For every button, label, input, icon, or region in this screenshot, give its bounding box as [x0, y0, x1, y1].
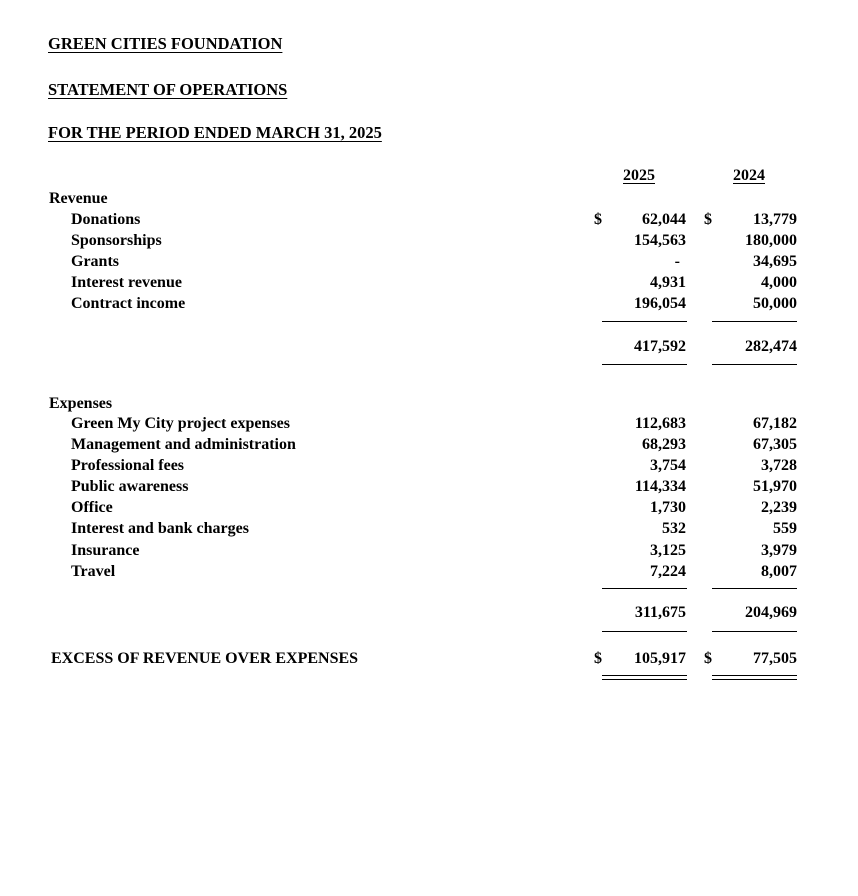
expense-row-2024: 3,728	[761, 457, 797, 474]
subtotal-rule	[602, 588, 687, 589]
expenses-heading: Expenses	[49, 395, 113, 412]
revenue-row-2024: 50,000	[753, 295, 797, 312]
currency-symbol: $	[704, 650, 712, 667]
expenses-total-2024: 204,969	[745, 604, 797, 621]
expense-row-2025: 3,754	[650, 457, 686, 474]
revenue-row-2025: 4,931	[650, 274, 686, 291]
revenue-row-2025: -	[674, 253, 680, 270]
total-rule	[602, 364, 687, 365]
revenue-row-2024: 13,779	[753, 211, 797, 228]
revenue-row-label: Sponsorships	[71, 232, 162, 249]
expense-row-label: Professional fees	[71, 457, 185, 474]
revenue-row-2025: 62,044	[642, 211, 686, 228]
excess-2024: 77,505	[753, 650, 797, 667]
expense-row-2025: 7,224	[650, 563, 686, 580]
revenue-row-label: Grants	[71, 253, 119, 270]
excess-label: EXCESS OF REVENUE OVER EXPENSES	[51, 650, 359, 667]
total-rule	[712, 364, 797, 365]
expense-row-2024: 3,979	[761, 542, 797, 559]
subtotal-rule	[602, 321, 687, 322]
expenses-total-2025: 311,675	[634, 604, 686, 621]
expense-row-2024: 2,239	[761, 499, 797, 516]
revenue-heading: Revenue	[49, 190, 108, 207]
expense-row-2024: 8,007	[761, 563, 797, 580]
expense-row-label: Interest and bank charges	[71, 520, 249, 537]
expense-row-label: Travel	[71, 563, 116, 580]
revenue-row-2024: 4,000	[761, 274, 797, 291]
organization-title: GREEN CITIES FOUNDATION	[48, 34, 283, 53]
expense-row-label: Office	[71, 499, 113, 516]
revenue-row-2024: 34,695	[753, 253, 797, 270]
revenue-row-label: Donations	[71, 211, 141, 228]
expense-row-2024: 51,970	[753, 478, 797, 495]
currency-symbol: $	[704, 211, 712, 228]
column-header-2024: 2024	[733, 167, 765, 184]
expense-row-2024: 559	[773, 520, 797, 537]
revenue-total-2024: 282,474	[745, 338, 797, 355]
subtotal-rule	[712, 588, 797, 589]
total-rule	[602, 631, 687, 632]
double-underline	[602, 675, 687, 680]
double-underline	[712, 675, 797, 680]
expense-row-2024: 67,182	[753, 415, 797, 432]
expense-row-label: Insurance	[71, 542, 140, 559]
revenue-row-2024: 180,000	[745, 232, 797, 249]
revenue-row-2025: 196,054	[634, 295, 686, 312]
total-rule	[712, 631, 797, 632]
currency-symbol: $	[594, 650, 602, 667]
expense-row-2025: 112,683	[634, 415, 686, 432]
expense-row-label: Green My City project expenses	[71, 415, 290, 432]
expense-row-2025: 1,730	[650, 499, 686, 516]
period-title: FOR THE PERIOD ENDED MARCH 31, 2025	[48, 123, 382, 142]
revenue-row-2025: 154,563	[634, 232, 686, 249]
expense-row-2025: 3,125	[650, 542, 686, 559]
subtotal-rule	[712, 321, 797, 322]
column-header-2025: 2025	[623, 167, 655, 184]
expense-row-label: Management and administration	[71, 436, 296, 453]
expense-row-2025: 532	[662, 520, 686, 537]
expense-row-label: Public awareness	[71, 478, 189, 495]
statement-title: STATEMENT OF OPERATIONS	[48, 80, 288, 99]
revenue-total-2025: 417,592	[634, 338, 686, 355]
expense-row-2025: 68,293	[642, 436, 686, 453]
expense-row-2024: 67,305	[753, 436, 797, 453]
currency-symbol: $	[594, 211, 602, 228]
excess-2025: 105,917	[634, 650, 686, 667]
expense-row-2025: 114,334	[634, 478, 686, 495]
revenue-row-label: Contract income	[71, 295, 186, 312]
revenue-row-label: Interest revenue	[71, 274, 182, 291]
